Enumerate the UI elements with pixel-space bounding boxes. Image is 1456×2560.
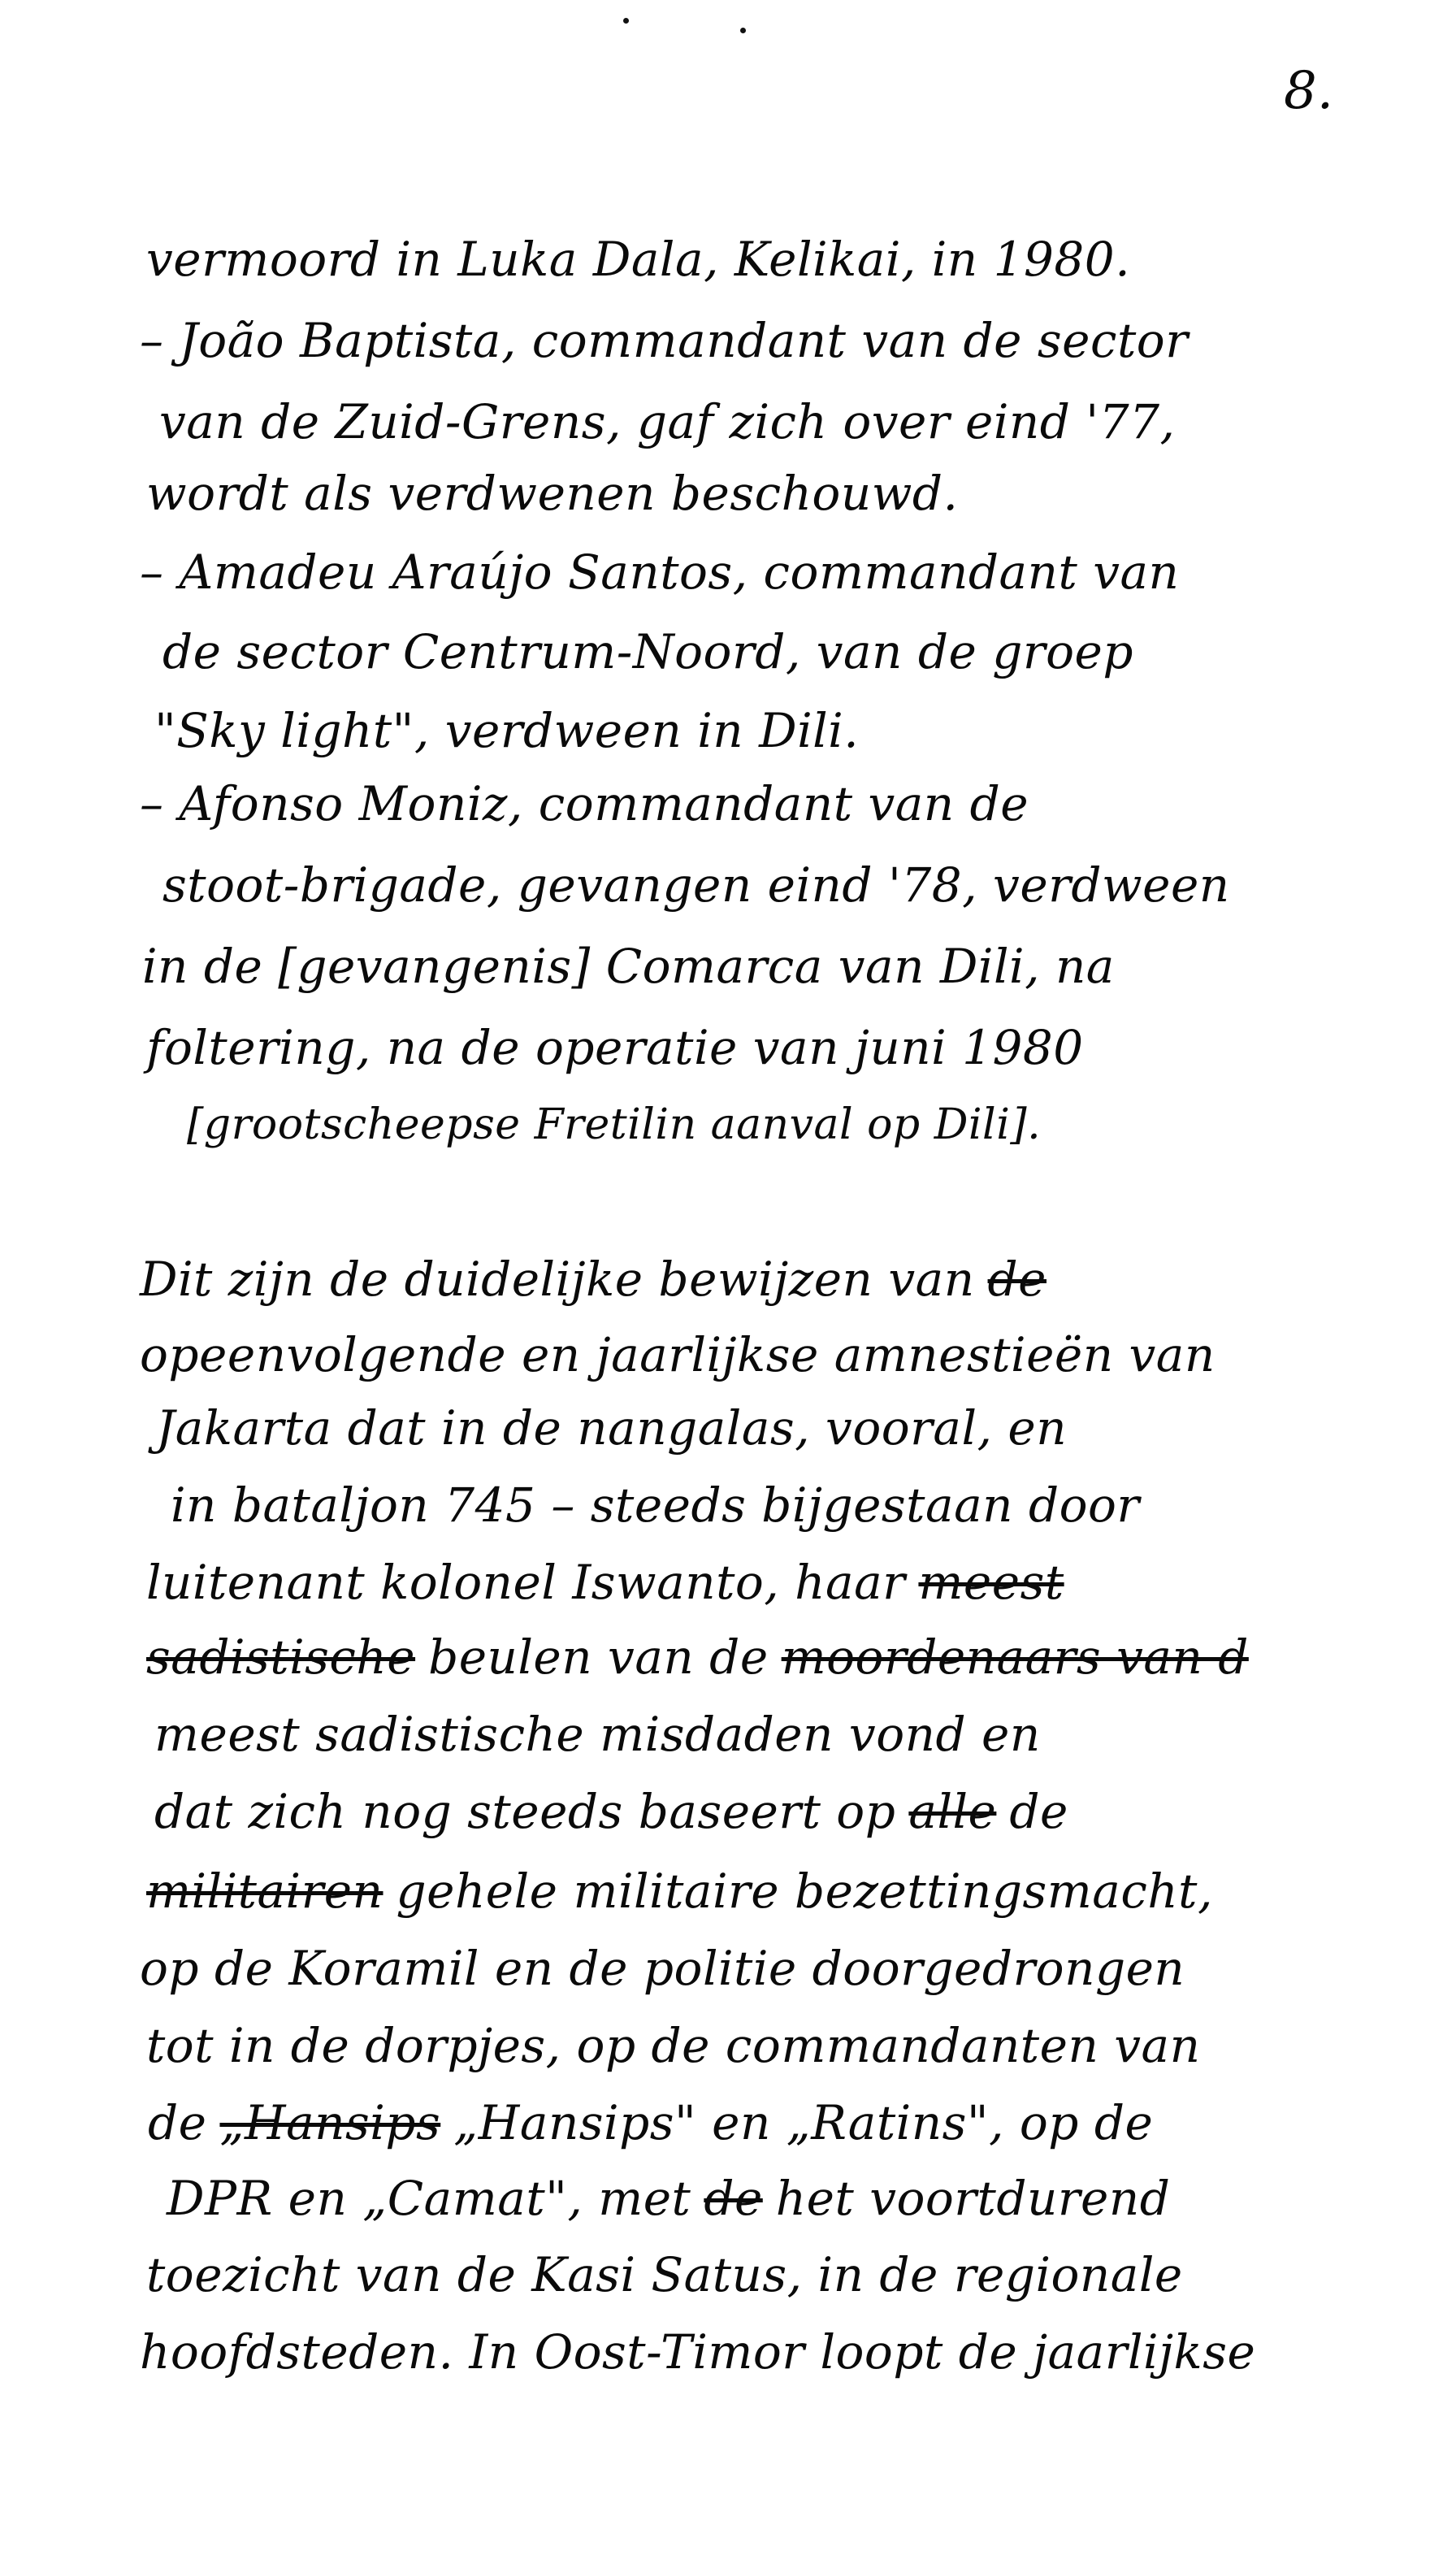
ink-speck [623, 18, 629, 24]
text-line: vermoord in Luka Dala, Kelikai, in 1980. [146, 232, 1131, 287]
text-segment: dat zich nog steeds baseert op [154, 1784, 896, 1839]
text-line: "Sky light", verdween in Dili. [154, 703, 860, 758]
struck-text: „Hansips [219, 2095, 441, 2150]
text-line: hoofdsteden. In Oost-Timor loopt de jaarlijkse [140, 2324, 1256, 2380]
struck-text: de [704, 2171, 763, 2226]
text-line: de sector Centrum-Noord, van de groep [162, 624, 1133, 679]
text-line [154, 1784, 1068, 1839]
text-segment: gehele militaire bezettingsmacht, [396, 1864, 1213, 1919]
ink-speck [740, 28, 746, 33]
text-line [146, 1555, 1064, 1610]
struck-text: meest [918, 1555, 1064, 1610]
struck-text: moordenaars van d [781, 1629, 1249, 1685]
text-line [146, 1629, 1249, 1685]
text-line: meest sadistische misdaden vond en [154, 1707, 1041, 1762]
text-line [140, 1252, 1046, 1307]
struck-text: sadistische [146, 1629, 416, 1685]
text-line: – João Baptista, commandant van de sector [140, 313, 1189, 368]
struck-text: de [987, 1252, 1046, 1307]
text-line [148, 2095, 1154, 2150]
text-segment: beulen van de [428, 1629, 769, 1685]
text-segment: „Hansips" en „Ratins", op de [453, 2095, 1154, 2150]
text-line: van de Zuid-Grens, gaf zich over eind '77, [159, 394, 1176, 449]
text-line: – Amadeu Araújo Santos, commandant van [140, 545, 1180, 600]
text-line: stoot-brigade, gevangen eind '78, verdween [162, 857, 1230, 913]
text-line: toezicht van de Kasi Satus, in de regionale [146, 2247, 1183, 2302]
text-segment: de [1009, 1784, 1068, 1839]
text-segment: het voortdurend [775, 2171, 1171, 2226]
text-line: Jakarta dat in de nangalas, vooral, en [156, 1400, 1068, 1456]
text-segment: Dit zijn de duidelijke bewijzen van [140, 1252, 975, 1307]
text-line: in bataljon 745 – steeds bijgestaan door [171, 1477, 1140, 1533]
text-segment: DPR en „Camat", met [167, 2171, 691, 2226]
text-line: in de [gevangenis] Comarca van Dili, na [142, 939, 1115, 994]
text-line [167, 2171, 1171, 2226]
struck-text: militairen [146, 1864, 384, 1919]
text-segment: luitenant kolonel Iswanto, haar [146, 1555, 906, 1610]
text-line: [grootscheepse Fretilin aanval op Dili]. [187, 1100, 1042, 1149]
text-line: wordt als verdwenen beschouwd. [146, 466, 959, 521]
page-number: 8. [1284, 61, 1334, 121]
struck-text: alle [908, 1784, 997, 1839]
text-line: – Afonso Moniz, commandant van de [140, 776, 1029, 831]
text-line: foltering, na de operatie van juni 1980 [146, 1020, 1084, 1075]
text-line: tot in de dorpjes, op de commandanten van [146, 2018, 1201, 2073]
text-line: opeenvolgende en jaarlijkse amnestieën van [140, 1327, 1216, 1382]
text-segment: de [148, 2095, 207, 2150]
text-line [146, 1864, 1213, 1919]
text-line: op de Koramil en de politie doorgedrongen [140, 1941, 1185, 1996]
